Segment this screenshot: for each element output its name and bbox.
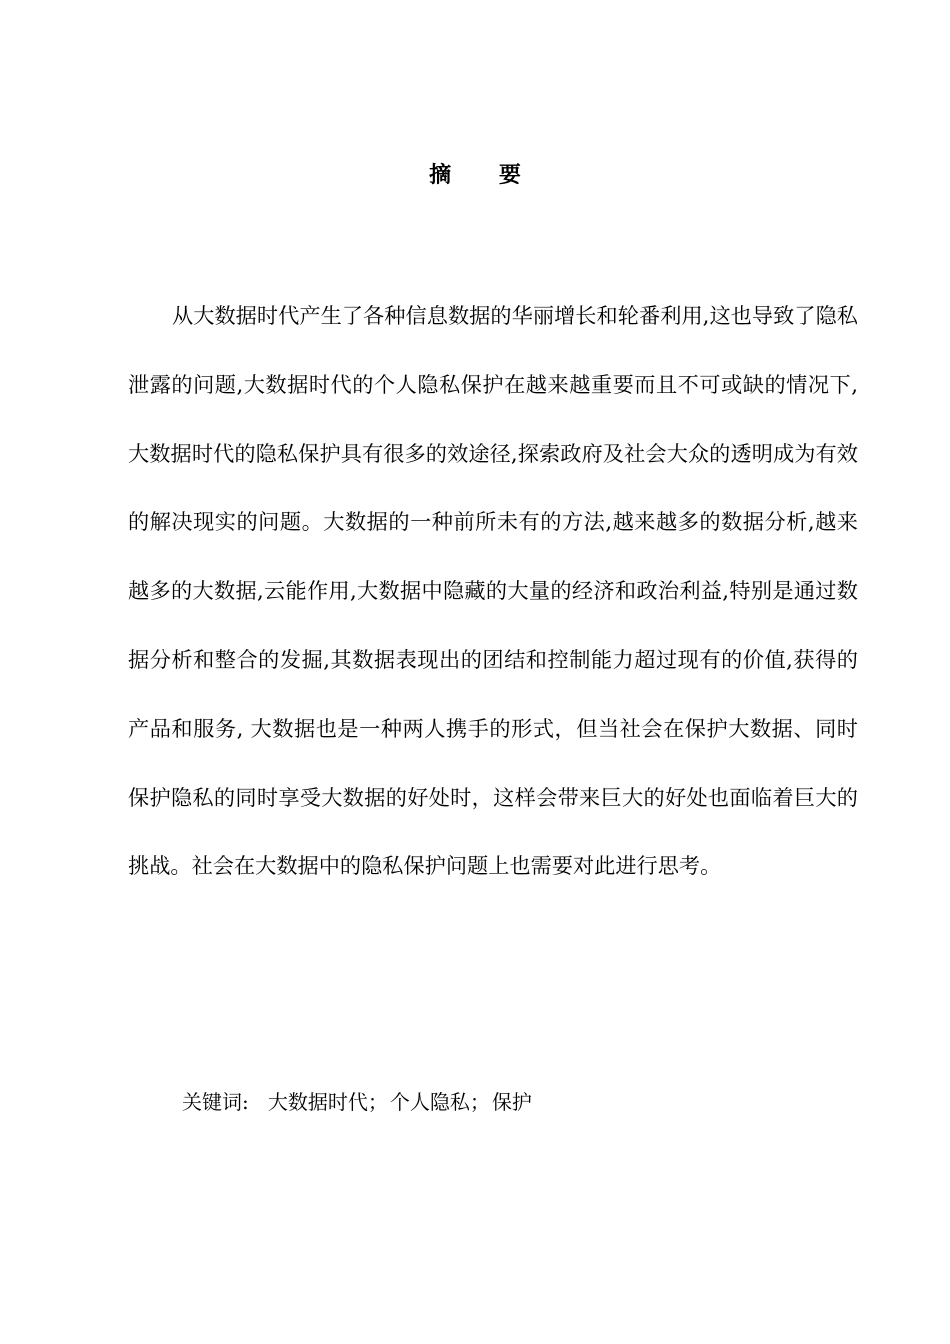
keyword-separator: ； (367, 1090, 388, 1114)
abstract-paragraph: 从大数据时代产生了各种信息数据的华丽增长和轮番利用,这也导致了隐私泄露的问题,大数据时代的个人隐私保护在越来越重要而且不可或缺的情况下,大数据时代的隐私保护具有很多的效途径,探索政府及社会大众的透明成为有效的解决现实的问题。大数据的一种前所未有的方法,越来越多的数据分析,越来越多的大数据,云能作用,大数据中隐藏的大量的经济和政治利益,特别是通过数据分析和整合的发掘,其数据表现出的团结和控制能力超过现有的价值,获得的产品和服务, 大数据也是一种两人携手的形式，但当社会在保护大数据、同时保护隐私的同时享受大数据的好处时，这样会带来巨大的好处也面临着巨大的挑战。社会在大数据中的隐私保护问题上也需要对此进行思考。 (128, 303, 858, 879)
keyword-separator: ； (469, 1090, 490, 1114)
keywords-line (182, 1084, 532, 1120)
keyword-item: 个人隐私 (389, 1090, 470, 1114)
keyword-item: 大数据时代 (267, 1090, 368, 1114)
keywords-label: 关键词: (182, 1090, 249, 1114)
page-title: 摘 要 (429, 163, 541, 188)
keyword-item: 保护 (491, 1090, 532, 1114)
